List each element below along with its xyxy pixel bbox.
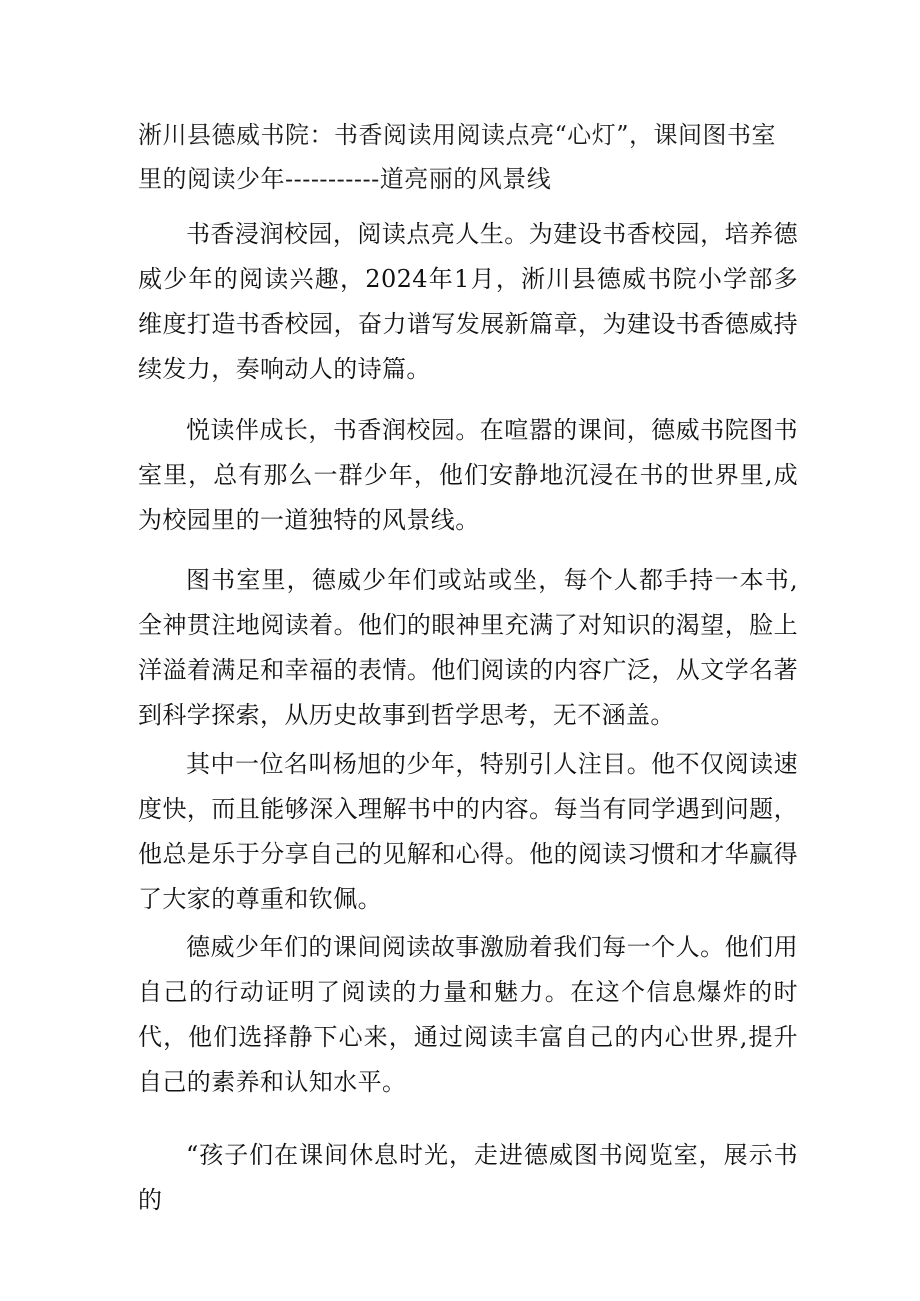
paragraph-5: 德威少年们的课间阅读故事激励着我们每一个人。他们用自己的行动证明了阅读的力量和魅力。在这个信息爆炸的时代，他们选择静下心来，通过阅读丰富自己的内心世界,提升自己的素养和认知水平。 [138,933,798,1096]
paragraph-1: 书香浸润校园，阅读点亮人生。为建设书香校园，培养德威少年的阅读兴趣，2024年1月，淅川县德威书院小学部多维度打造书香校园，奋力谱写发展新篇章，为建设书香德威持续发力，奏响动人的诗篇。 [138,220,798,383]
paragraph-4: 其中一位名叫杨旭的少年，特别引人注目。他不仅阅读速度快，而且能够深入理解书中的内容。每当有同学遇到问题，他总是乐于分享自己的见解和心得。他的阅读习惯和才华赢得了大家的尊重和钦佩。 [138,750,798,913]
paragraph-2: 悦读伴成长，书香润校园。在喧嚣的课间，德威书院图书室里，总有那么一群少年，他们安静地沉浸在书的世界里,成为校园里的一道独特的风景线。 [138,416,798,534]
paragraph-3: 图书室里，德威少年们或站或坐，每个人都手持一本书,全神贯注地阅读着。他们的眼神里充满了对知识的渴望，脸上洋溢着满足和幸福的表情。他们阅读的内容广泛，从文学名著到科学探索，从历史故事到哲学思考，无不涵盖。 [138,566,798,729]
paragraph-6: “孩子们在课间休息时光，走进德威图书阅览室，展示书的 [138,1141,798,1214]
article-title: 淅川县德威书院：书香阅读用阅读点亮“心灯”，课间图书室里的阅读少年-----------道亮丽的风景线 [138,121,777,193]
